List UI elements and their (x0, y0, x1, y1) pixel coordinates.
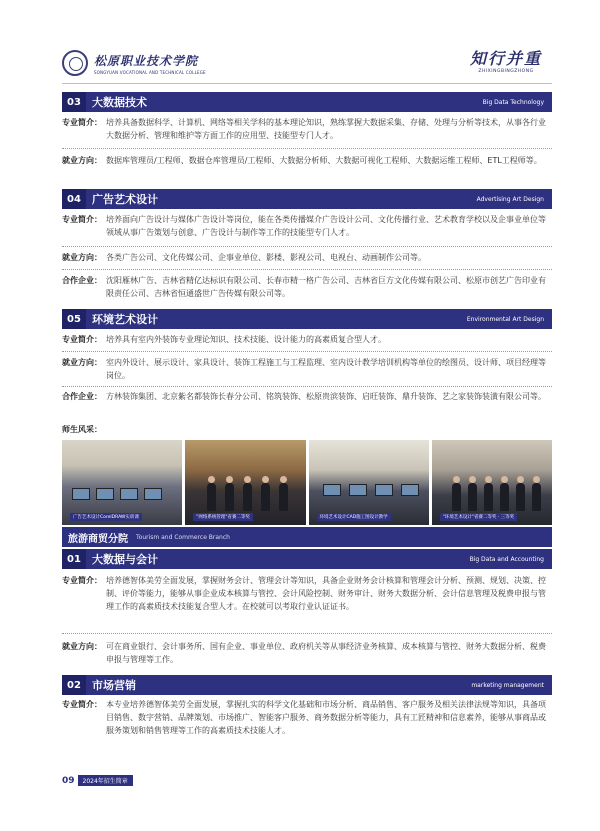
college-logo (62, 50, 206, 76)
divider (62, 148, 552, 149)
divider (62, 351, 552, 352)
career-direction (62, 154, 552, 167)
coop-text: 方林装饰集团、北京紫名都装饰长春分公司、铭筑装饰、松原贵滨装饰、启旺装饰、鼎升装饰、艺之家装饰装潢有限公司等。 (106, 392, 546, 401)
section-number: 02 (62, 675, 86, 695)
section-number: 01 (62, 549, 86, 569)
slogan: 知行并重 (469, 49, 542, 68)
photo-award-team (432, 440, 552, 525)
section-title-en: Big Data Technology (482, 98, 544, 106)
section-number: 04 (62, 189, 86, 209)
photo-classroom (62, 440, 182, 525)
photo-award-group (185, 440, 305, 525)
college-name-en: SONGYUAN VOCATIONAL AND TECHNICAL COLLEGE (94, 69, 206, 75)
brochure-title: 2024年招生简章 (78, 775, 133, 786)
page-footer (62, 775, 133, 786)
career-direction (62, 640, 552, 666)
page-header (0, 0, 600, 88)
section-bar-big-data (62, 92, 552, 112)
section-title: 环境艺术设计 (92, 313, 158, 326)
section-title-en: Environmental Art Design (466, 315, 544, 323)
major-intro (62, 213, 552, 239)
section-title: 广告艺术设计 (92, 193, 158, 206)
photo-gallery (62, 440, 552, 525)
job-text: 可在商业银行、会计事务所、国有企业、事业单位、政府机关等从事经济业务核算、成本核算与管控、财务大数据分析、税费申报与管理等工作。 (106, 642, 546, 664)
photo-caption: "环境艺术设计"省赛二等奖 · 三等奖 (440, 513, 517, 521)
section-title: 大数据与会计 (92, 553, 158, 566)
career-direction (62, 251, 552, 264)
intro-label: 专业简介： (62, 118, 102, 127)
coop-label: 合作企业： (62, 392, 102, 401)
divider (62, 386, 552, 387)
gallery-label: 师生风采： (62, 425, 102, 434)
page-number: 09 (62, 775, 75, 786)
intro-text: 本专业培养德智体美劳全面发展，掌握扎实的科学文化基础和市场分析、商品销售、客户服务及相关法律法规等知识，具备项目销售、数字营销、品牌策划、市场推广、智能客户服务、商务数据分析等能力，具有工匠精神和信息素养，能够从事商品或服务策划和销售管理等工作的高素质技术技能人才。 (106, 700, 546, 735)
major-intro (62, 333, 552, 346)
header-divider (62, 83, 552, 84)
branch-title-en: Tourism and Commerce Branch (136, 533, 230, 541)
section-bar-accounting (62, 549, 552, 569)
major-intro (62, 574, 552, 613)
photo-caption: "网络系统管理"省赛二等奖 (193, 513, 253, 521)
intro-label: 专业简介： (62, 700, 102, 709)
major-intro (62, 698, 552, 737)
branch-header (62, 527, 552, 547)
job-label: 就业方向： (62, 642, 102, 651)
career-direction (62, 356, 552, 382)
section-title: 市场营销 (92, 679, 136, 692)
coop-label: 合作企业： (62, 276, 102, 285)
intro-text: 培养具有室内外装饰专业理论知识、技术技能、设计能力的高素质复合型人才。 (106, 335, 386, 344)
section-title-en: Big Data and Accounting (469, 555, 544, 563)
job-label: 就业方向： (62, 156, 102, 165)
divider (62, 633, 552, 634)
college-seal-icon (62, 50, 88, 76)
college-name: 松原职业技术学院 (94, 53, 199, 68)
partner-companies (62, 274, 552, 300)
intro-text: 培养德智体美劳全面发展，掌握财务会计、管理会计等知识，具备企业财务会计核算和管理会计分析、预测、规划、决策、控制、评价等能力，能够从事企业成本核算与管控、会计风险控制、财务审计、财务大数据分析、会计信息管理及税费申报与管理工作的高素质技术技能复合型人才。在校就可以考取行业认证证书。 (106, 576, 546, 611)
divider (62, 246, 552, 247)
photo-cad-class (309, 440, 429, 525)
slogan-logo (470, 46, 542, 74)
section-bar-advertising (62, 189, 552, 209)
divider (62, 269, 552, 270)
intro-text: 培养具备数据科学、计算机、网络等相关学科的基本理论知识，熟练掌握大数据采集、存储、处理与分析等技术，从事各行业大数据分析、管理和维护等方面工作的应用型、技能型专门人才。 (106, 118, 546, 140)
section-number: 05 (62, 309, 86, 329)
section-title-en: marketing management (471, 681, 544, 689)
job-label: 就业方向： (62, 253, 102, 262)
major-intro (62, 116, 552, 142)
branch-title: 旅游商贸分院 (68, 533, 128, 545)
section-bar-environmental (62, 309, 552, 329)
section-number: 03 (62, 92, 86, 112)
slogan-en: ZHIXINGBINGZHONG (478, 69, 534, 74)
section-title-en: Advertising Art Design (476, 195, 544, 203)
job-label: 就业方向： (62, 358, 102, 367)
intro-label: 专业简介： (62, 215, 102, 224)
section-title: 大数据技术 (92, 96, 147, 109)
job-text: 室内外设计、展示设计、家具设计、装饰工程施工与工程监理、室内设计教学培训机构等单位的绘图员、设计师、项目经理等岗位。 (106, 358, 546, 380)
photo-caption: 广告艺术设计CorelDRAW实训课 (70, 513, 142, 521)
intro-label: 专业简介： (62, 576, 102, 585)
intro-text: 培养面向广告设计与媒体广告设计等岗位，能在各类传播媒介广告设计公司、文化传播行业、艺术教育学校以及企事业单位等领域从事广告策划与创意、广告设计与制作等工作的技能型专门人才。 (106, 215, 546, 237)
section-bar-marketing (62, 675, 552, 695)
photo-caption: 环境艺术设计CAD施工图设计教学 (317, 513, 391, 521)
intro-label: 专业简介： (62, 335, 102, 344)
job-text: 数据库管理员/工程师、数据仓库管理员/工程师、大数据分析师、大数据可视化工程师、大数据运维工程师、ETL工程师等。 (106, 156, 542, 165)
coop-text: 沈阳雁林广告、吉林省精亿达标识有限公司、长春市精一格广告公司、吉林省巨方文化传媒有限公司、松原市创艺广告印业有限责任公司、吉林省恒通盛世广告传媒有限公司等。 (106, 276, 546, 298)
job-text: 各类广告公司、文化传媒公司、企事业单位、影楼、影视公司、电视台、动画制作公司等。 (106, 253, 426, 262)
partner-companies (62, 390, 552, 403)
